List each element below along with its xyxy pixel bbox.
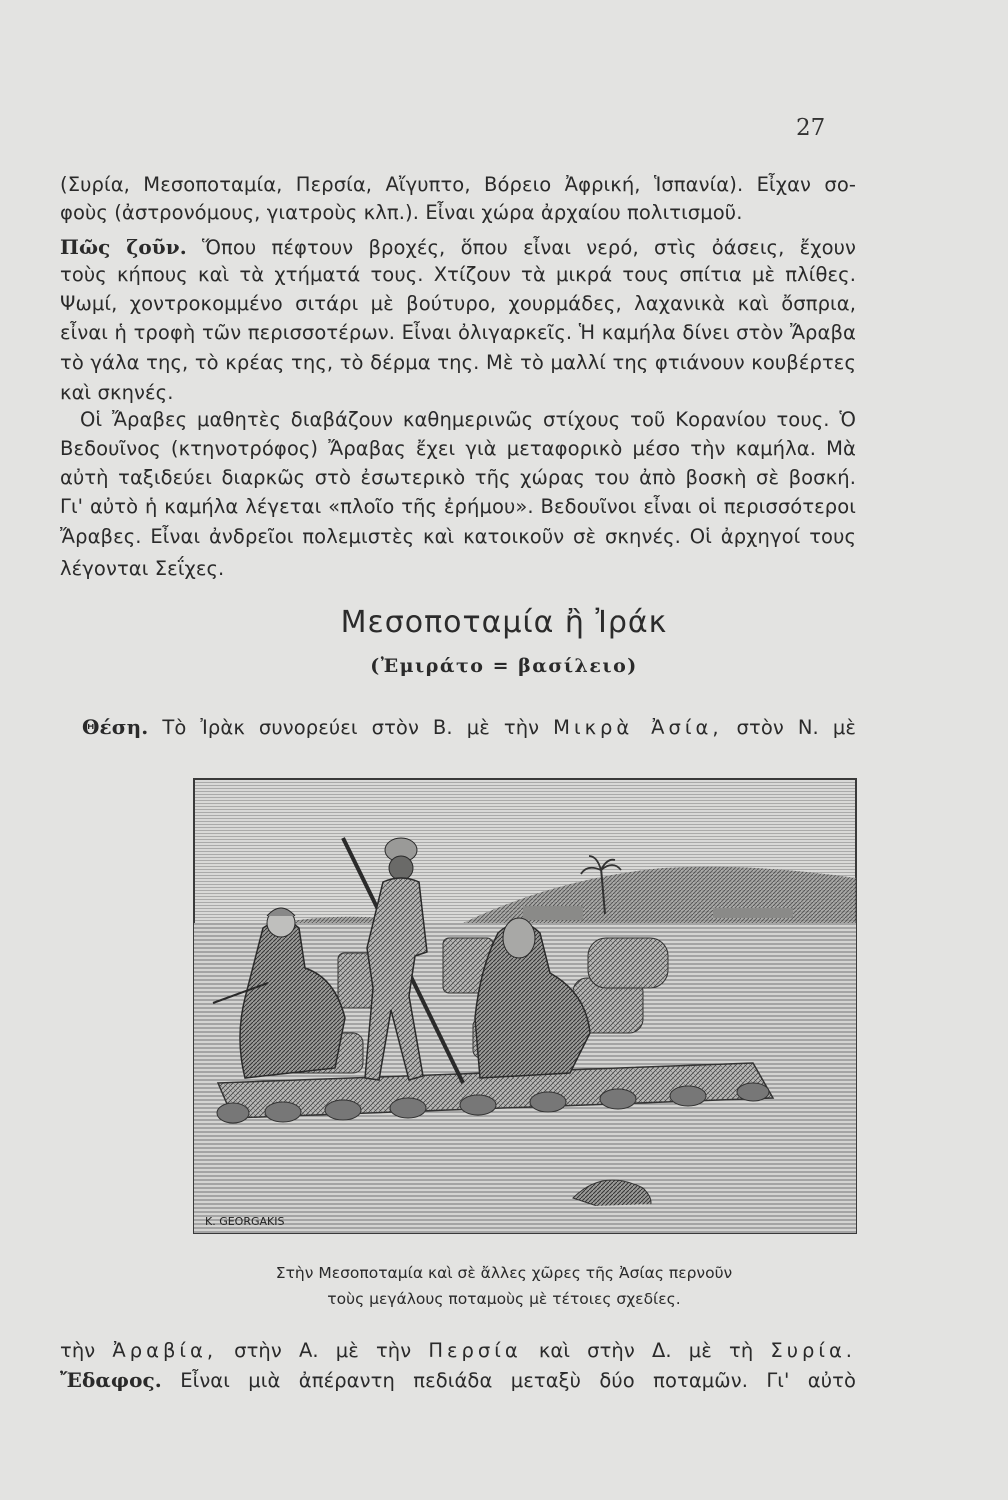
place-name: Συρία. (770, 1339, 857, 1362)
text-line (60, 1367, 856, 1394)
text-line: (Συρία, Μεσοποταμία, Περσία, Αἴγυπτο, Βόρειο Ἀφρική, Ἱσπανία). Εἶχαν σο- (60, 173, 856, 196)
figure-caption-line: Στὴν Μεσοποταμία καὶ σὲ ἄλλες χῶρες τῆς Ἀσίας περνοῦν (275, 1264, 733, 1282)
paragraph-heading: Πῶς ζοῦν. (60, 235, 187, 259)
place-name: Ἀραβία, (112, 1339, 218, 1362)
text-line: Γι' αὐτὸ ἡ καμήλα λέγεται «πλοῖο τῆς ἐρήμου». Βεδουῖνοι εἶναι οἱ περισσότεροι (60, 495, 856, 518)
section-title: Μεσοποταμία ἢ Ἰράκ (340, 605, 668, 640)
text-span: Ὅπου πέφτουν βροχές, ὅπου εἶναι νερό, στὶς ὀάσεις, ἔχουν (186, 236, 856, 259)
place-name: Μικρὰ Ἀσία, (553, 716, 723, 739)
figure-caption-line: τοὺς μεγάλους ποταμοὺς μὲ τέτοιες σχεδίες. (327, 1290, 681, 1308)
text-line: Ἄραβες. Εἶναι ἀνδρεῖοι πολεμιστὲς καὶ κατοικοῦν σὲ σκηνές. Οἱ ἀρχηγοί τους (60, 525, 856, 548)
text-span: στὴν Α. μὲ τὴν (217, 1339, 429, 1362)
raft-illustration (193, 778, 857, 1234)
text-span: Εἶναι μιὰ ἀπέραντη πεδιάδα μεταξὺ δύο ποταμῶν. Γι' αὐτὸ (161, 1369, 856, 1392)
artist-signature: K. GEORGAKIS (205, 1215, 285, 1228)
text-span: Τὸ Ἰρὰκ συνορεύει στὸν Β. μὲ τὴν (148, 716, 554, 739)
text-line: εἶναι ἡ τροφὴ τῶν περισσοτέρων. Εἶναι ὀλιγαρκεῖς. Ἡ καμήλα δίνει στὸν Ἄραβα (60, 321, 856, 344)
text-line: τὸ γάλα της, τὸ κρέας της, τὸ δέρμα της. Μὲ τὸ μαλλί της φτιάνουν κουβέρτες (60, 351, 856, 374)
text-line: Βεδουῖνος (κτηνοτρόφος) Ἄραβας ἔχει γιὰ μεταφορικὸ μέσο τὴν καμήλα. Μὰ (60, 437, 856, 460)
text-line: αὐτὴ ταξιδεύει διαρκῶς στὸ ἐσωτερικὸ τῆς χώρας του ἀπὸ βοσκὴ σὲ βοσκή. (60, 466, 856, 489)
text-line: φοὺς (ἀστρονόμους, γιατροὺς κλπ.). Εἶναι χώρα ἀρχαίου πολιτισμοῦ. (60, 201, 743, 224)
text-line: Ψωμί, χοντροκομμένο σιτάρι μὲ βούτυρο, χουρμάδες, λαχανικὰ καὶ ὄσπρια, (60, 292, 856, 315)
paragraph-heading: Θέση. (82, 715, 149, 739)
text-span: στὸν Ν. μὲ (722, 716, 856, 739)
page-number: 27 (796, 115, 826, 141)
place-name: Περσία (428, 1339, 522, 1362)
text-line: Οἱ Ἄραβες μαθητὲς διαβάζουν καθημερινῶς στίχους τοῦ Κορανίου τους. Ὁ (80, 408, 856, 431)
text-span: τὴν (60, 1339, 113, 1362)
text-line: τοὺς κήπους καὶ τὰ χτήματά τους. Χτίζουν τὰ μικρά τους σπίτια μὲ πλίθες. (60, 263, 856, 286)
text-line: καὶ σκηνές. (60, 381, 174, 404)
text-line (60, 1338, 856, 1364)
text-span: καὶ στὴν Δ. μὲ τὴ (521, 1339, 771, 1362)
section-subtitle: (Ἐμιράτο = βασίλειο) (370, 655, 638, 677)
paragraph-heading: Ἔδαφος. (60, 1368, 162, 1392)
text-line: λέγονται Σεΐχες. (60, 557, 225, 580)
text-line (60, 234, 856, 261)
text-line (82, 714, 856, 741)
